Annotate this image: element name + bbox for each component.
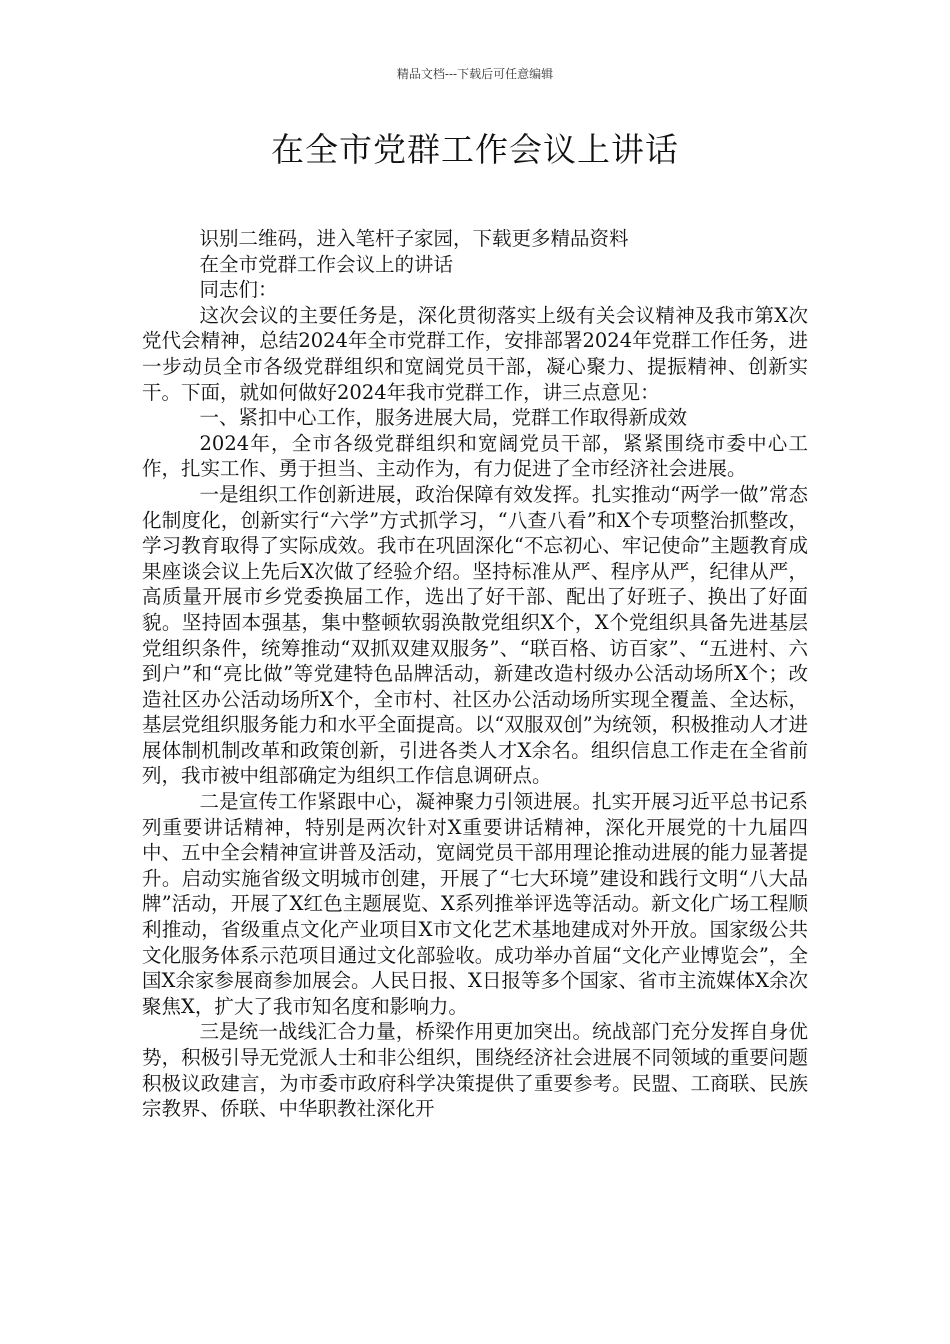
paragraph: 2024年，全市各级党群组织和宽阔党员干部，紧紧围绕市委中心工作，扎实工作、勇于担当、主动作为，有力促进了全市经济社会进展。	[142, 431, 808, 481]
paragraph: 在全市党群工作会议上的讲话	[199, 252, 454, 276]
paragraph: 二是宣传工作紧跟中心，凝神聚力引领进展。扎实开展习近平总书记系列重要讲话精神，特别是两次针对X重要讲话精神，深化开展党的十九届四中、五中全会精神宣讲普及活动，宽阔党员干部用理论推动进展的能力显著提升。启动实施省级文明城市创建，开展了“七大环境”建设和践行文明“八大品牌”活动，开展了X红色主题展览、X系列推举评选等活动。新文化广场工程顺利推动，省级重点文化产业项目X市文化艺术基地建成对外开放。国家级公共文化服务体系示范项目通过文化部验收。成功举办首届“文化产业博览会”，全国X余家参展商参加展会。人民日报、X日报等多个国家、省市主流媒体X余次聚焦X，扩大了我市知名度和影响力。	[142, 790, 808, 1018]
document-title: 在全市党群工作会议上讲话	[271, 130, 679, 169]
paragraph: 三是统一战线汇合力量，桥梁作用更加突出。统战部门充分发挥自身优势，积极引导无党派人士和非公组织，围绕经济社会进展不同领域的重要问题积极议政建言，为市委市政府科学决策提供了重要参考。民盟、工商联、民族宗教界、侨联、中华职教社深化开	[142, 1020, 808, 1121]
page-header: 精品文档---下载后可任意编辑	[396, 67, 554, 81]
paragraph: 识别二维码，进入笔杆子家园，下载更多精品资料	[199, 227, 629, 250]
document-body	[142, 226, 808, 1122]
paragraph: 一、紧扣中心工作，服务进展大局，党群工作取得新成效	[199, 406, 688, 430]
paragraph: 这次会议的主要任务是，深化贯彻落实上级有关会议精神及我市第X次党代会精神，总结2024年全市党群工作，安排部署2024年党群工作任务，进一步动员全市各级党群组织和宽阔党员干部，凝心聚力、提振精神、创新实干。下面，就如何做好2024年我市党群工作，讲三点意见：	[142, 303, 808, 404]
paragraph: 同志们：	[199, 278, 278, 302]
paragraph: 一是组织工作创新进展，政治保障有效发挥。扎实推动“两学一做”常态化制度化，创新实行“六学”方式抓学习，“八查八看”和X个专项整治抓整改，学习教育取得了实际成效。我市在巩固深化“不忘初心、牢记使命”主题教育成果座谈会议上先后X次做了经验介绍。坚持标准从严、程序从严，纪律从严，高质量开展市乡党委换届工作，选出了好干部、配出了好班子、换出了好面貌。坚持固本强基，集中整顿软弱涣散党组织X个，X个党组织具备先进基层党组织条件，统筹推动“双抓双建双服务”、“联百格、访百家”、“五进村、六到户”和“亮比做”等党建特色品牌活动，新建改造村级办公活动场所X个；改造社区办公活动场所X个，全市村、社区办公活动场所实现全覆盖、全达标，基层党组织服务能力和水平全面提高。以“双服双创”为统领，积极推动人才进展体制机制改革和政策创新，引进各类人才X余名。组织信息工作走在全省前列，我市被中组部确定为组织工作信息调研点。	[142, 482, 808, 788]
